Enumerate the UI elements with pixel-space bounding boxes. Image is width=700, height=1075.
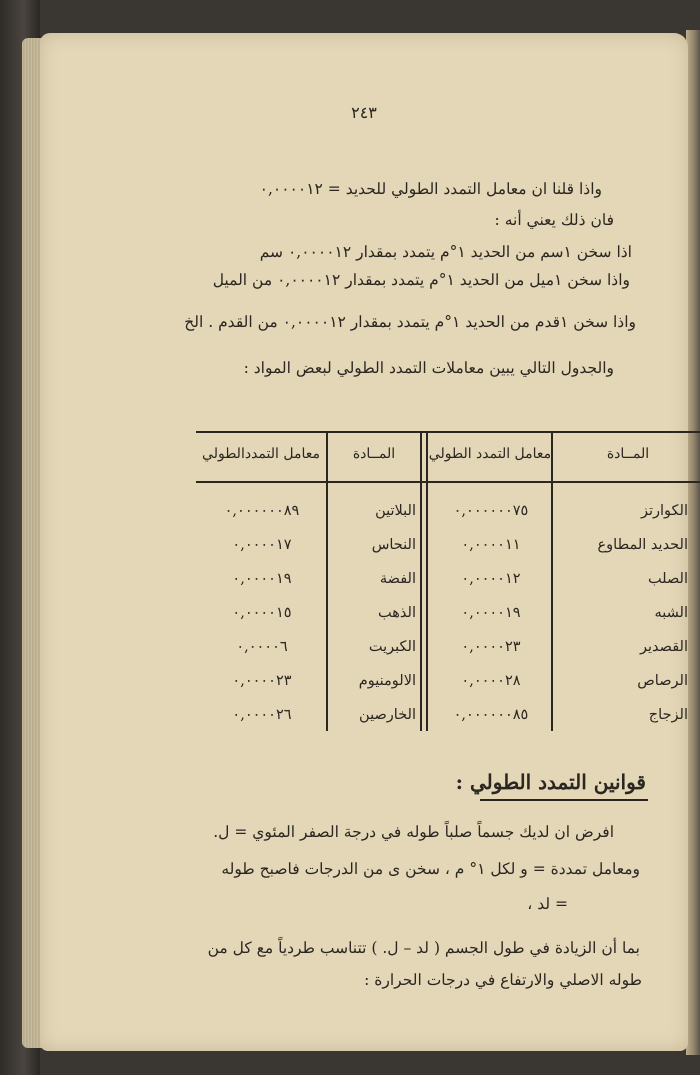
- text-line-mile-example: واذا سخن ١ميل من الحديد ١°م يتمدد بمقدار ٠,٠٠٠٠١٢ من الميل: [212, 271, 630, 289]
- table-cell-coefficient: ٠,٠٠٠٠٠٠٨٥: [453, 707, 529, 723]
- table-cell-material: الذهب: [378, 605, 416, 621]
- paragraph-line: افرض ان لديك جسماً صلباً طوله في درجة الصفر المئوي = ل.: [213, 823, 614, 841]
- paragraph-line: = لد ،: [527, 895, 568, 913]
- table-cell-coefficient: ٠,٠٠٠٠٠٠٨٩: [224, 503, 300, 519]
- table-cell-material: الرصاص: [637, 673, 688, 689]
- text-line-meaning: فان ذلك يعني أنه :: [494, 211, 614, 229]
- paragraph-line: طوله الاصلي والارتفاع في درجات الحرارة :: [364, 971, 642, 989]
- table-cell-coefficient: ٠,٠٠٠٠١٧: [232, 537, 292, 553]
- text-line-cm-example: اذا سخن ١سم من الحديد ١°م يتمدد بمقدار ٠,٠٠٠٠١٢ سم: [259, 243, 632, 261]
- table-cell-material: الشبه: [654, 605, 688, 621]
- table-cell-coefficient: ٠,٠٠٠٠١٩: [461, 605, 521, 621]
- section-heading-underline: [480, 799, 648, 801]
- column-divider: [426, 431, 428, 731]
- table-cell-material: القصدير: [639, 639, 688, 655]
- table-cell-material: الفضة: [379, 571, 416, 587]
- column-divider: [420, 431, 422, 731]
- table-top-rule: [196, 431, 700, 433]
- table-cell-material: النحاس: [371, 537, 416, 553]
- paragraph-line: بما أن الزيادة في طول الجسم ( لد – ل. ) تتناسب طردياً مع كل من: [207, 939, 640, 957]
- header-material-right: المــادة: [606, 446, 650, 462]
- header-coefficient-right: معامل التمدد الطولي: [428, 446, 552, 462]
- paragraph-line: ومعامل تمددة = و لكل ١° م ، سخن ى من الدرجات فاصبح طوله: [221, 860, 640, 878]
- table-cell-material: الصلب: [647, 571, 688, 587]
- column-divider: [551, 431, 553, 731]
- book-page: [40, 33, 688, 1051]
- table-cell-coefficient: ٠,٠٠٠٠١١: [461, 537, 521, 553]
- table-cell-coefficient: ٠,٠٠٠٠١٩: [232, 571, 292, 587]
- table-cell-coefficient: ٠,٠٠٠٠١٥: [232, 605, 292, 621]
- text-line-iron-coefficient: واذا قلنا ان معامل التمدد الطولي للحديد = ٠,٠٠٠٠١٢: [259, 180, 602, 198]
- table-cell-material: الحديد المطاوع: [597, 537, 688, 553]
- table-cell-coefficient: ٠,٠٠٠٠٢٣: [461, 639, 521, 655]
- text-line-foot-example: واذا سخن ١قدم من الحديد ١°م يتمدد بمقدار ٠,٠٠٠٠١٢ من القدم . الخ: [184, 313, 636, 331]
- table-cell-coefficient: ٠,٠٠٠٠٢٣: [232, 673, 292, 689]
- table-cell-coefficient: ٠,٠٠٠٠٢٦: [232, 707, 292, 723]
- table-cell-material: الزجاج: [648, 707, 688, 723]
- table-cell-material: الالومنيوم: [358, 673, 416, 689]
- header-material-left: المــادة: [352, 446, 396, 462]
- section-heading: قوانين التمدد الطولي :: [455, 770, 646, 794]
- table-header-rule-left: [196, 481, 426, 483]
- table-cell-coefficient: ٠,٠٠٠٠٢٨: [461, 673, 521, 689]
- expansion-coefficients-table: [196, 431, 700, 736]
- table-cell-coefficient: ٠,٠٠٠٠٦: [236, 639, 288, 655]
- header-coefficient-left: معامل التمددالطولي: [202, 446, 320, 462]
- table-cell-material: الكوارتز: [640, 503, 688, 519]
- table-cell-material: الكبريت: [368, 639, 416, 655]
- text-line-table-intro: والجدول التالي يبين معاملات التمدد الطولي لبعض المواد :: [243, 359, 614, 377]
- table-cell-coefficient: ٠,٠٠٠٠١٢: [461, 571, 521, 587]
- page-number: ٢٤٣: [351, 103, 377, 122]
- table-header-rule-right: [424, 481, 700, 483]
- table-cell-material: الخارصين: [359, 707, 416, 723]
- table-cell-coefficient: ٠,٠٠٠٠٠٠٧٥: [453, 503, 529, 519]
- table-cell-material: البلاتين: [375, 503, 416, 519]
